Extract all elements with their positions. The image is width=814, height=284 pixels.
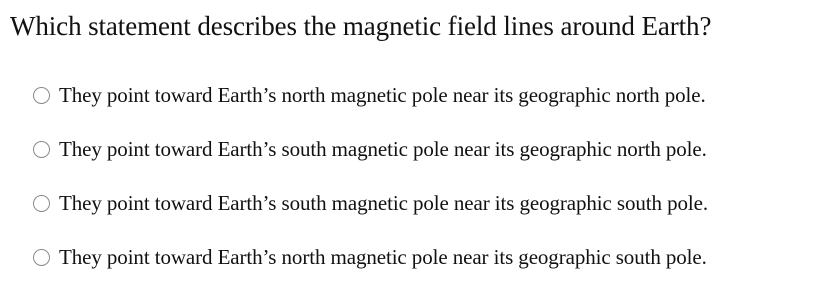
answer-option-4[interactable]	[33, 230, 813, 284]
radio-unchecked-icon[interactable]	[33, 141, 50, 158]
answer-option-label: They point toward Earth’s south magnetic pole near its geographic north pole.	[59, 137, 707, 161]
answer-options	[33, 68, 813, 284]
radio-unchecked-icon[interactable]	[33, 249, 50, 266]
radio-unchecked-icon[interactable]	[33, 87, 50, 104]
question-text: Which statement describes the magnetic field lines around Earth?	[10, 11, 712, 41]
answer-option-label: They point toward Earth’s south magnetic pole near its geographic south pole.	[59, 191, 708, 215]
answer-option-label: They point toward Earth’s north magnetic pole near its geographic south pole.	[59, 245, 707, 269]
answer-option-label: They point toward Earth’s north magnetic pole near its geographic north pole.	[59, 83, 706, 107]
answer-option-2[interactable]	[33, 122, 813, 176]
answer-option-3[interactable]	[33, 176, 813, 230]
answer-option-1[interactable]	[33, 68, 813, 122]
radio-unchecked-icon[interactable]	[33, 195, 50, 212]
